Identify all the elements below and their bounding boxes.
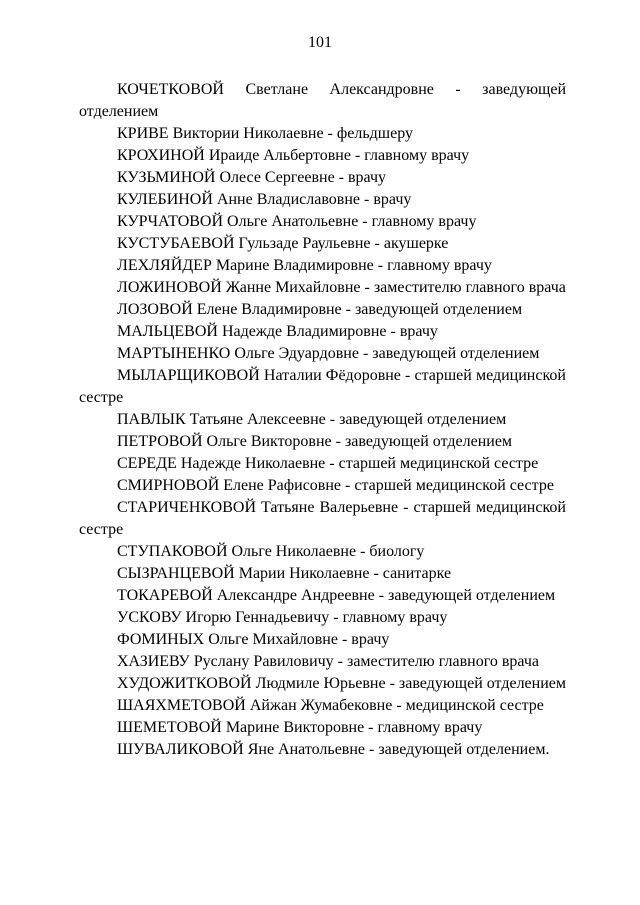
list-entry [79, 145, 566, 167]
list-entry [79, 695, 566, 717]
entry-details: Надежде Владимировне - врачу [217, 323, 438, 340]
list-entry [79, 651, 566, 673]
entry-surname: ФОМИНЫХ [117, 631, 205, 648]
entry-details: Ольге Викторовне - заведующей отделением [202, 433, 513, 450]
entry-surname: ХУДОЖИТКОВОЙ [117, 675, 252, 692]
entry-details: Гульзаде Раульевне - акушерке [234, 235, 449, 252]
entry-surname: ШАЯХМЕТОВОЙ [117, 697, 246, 714]
entry-details: Ираиде Альбертовне - главному врачу [204, 147, 470, 164]
entry-details: Руслану Равиловичу - заместителю главного врача [189, 653, 540, 670]
entry-surname: КУЗЬМИНОЙ [117, 169, 216, 186]
entry-details: Яне Анатольевне - заведующей отделением. [243, 741, 550, 758]
entry-surname: ТОКАРЕВОЙ [117, 587, 213, 604]
list-entry [79, 343, 566, 365]
entry-surname: ШУВАЛИКОВОЙ [117, 741, 244, 758]
page-number: 101 [308, 34, 332, 51]
entry-surname: ЛОЗОВОЙ [117, 301, 193, 318]
list-entry [79, 563, 566, 585]
entry-surname: СТУПАКОВОЙ [117, 543, 228, 560]
entry-details: Татьяне Алексеевне - заведующей отделением [185, 411, 507, 428]
list-entry [79, 189, 566, 211]
entry-details: Ольге Анатольевне - главному врачу [223, 213, 477, 230]
list-entry [79, 673, 566, 695]
entry-details: Жанне Михайловне - заместителю главного врача [221, 279, 566, 296]
entry-details: Наталии Фёдоровне - старшей медицинской сестре [79, 367, 566, 406]
list-entry [79, 453, 566, 475]
list-entry [79, 717, 566, 739]
entry-surname: МАЛЬЦЕВОЙ [117, 323, 218, 340]
entry-surname: ПЕТРОВОЙ [117, 433, 203, 450]
list-entry [79, 497, 566, 541]
entry-details: Олесе Сергеевне - врачу [215, 169, 387, 186]
entry-details: Надежде Николаевне - старшей медицинской сестре [176, 455, 539, 472]
entry-details: Ольге Николаевне - биологу [227, 543, 425, 560]
entry-surname: СЕРЕДЕ [117, 455, 177, 472]
entry-surname: КРОХИНОЙ [117, 147, 205, 164]
entry-surname: ЛЕХЛЯЙДЕР [117, 257, 212, 274]
list-entry [79, 541, 566, 563]
list-entry [79, 299, 566, 321]
list-entry [79, 211, 566, 233]
entry-surname: ХАЗИЕВУ [117, 653, 190, 670]
entry-details: Елене Владимировне - заведующей отделением [192, 301, 523, 318]
list-entry [79, 255, 566, 277]
entry-details: Елене Рафисовне - старшей медицинской сестре [219, 477, 554, 494]
entry-details: Александре Андреевне - заведующей отделением [212, 587, 556, 604]
list-entry [79, 167, 566, 189]
entry-surname: КУСТУБАЕВОЙ [117, 235, 235, 252]
list-entry [79, 409, 566, 431]
list-entry [79, 277, 566, 299]
entry-surname: МЫЛАРЩИКОВОЙ [117, 367, 260, 384]
entry-surname: КРИВЕ [117, 125, 169, 142]
list-entry [79, 123, 566, 145]
entry-details: Татьяне Валерьевне - старшей медицинской сестре [79, 499, 566, 538]
entry-surname: МАРТЫНЕНКО [117, 345, 231, 362]
list-entry [79, 475, 566, 497]
entry-surname: КОЧЕТКОВОЙ [117, 81, 224, 98]
entry-details: Айжан Жумабековне - медицинской сестре [245, 697, 544, 714]
list-entry [79, 365, 566, 409]
entry-surname: УСКОВУ [117, 609, 182, 626]
list-entry [79, 431, 566, 453]
entry-details: Ольге Михайловне - врачу [204, 631, 390, 648]
entry-details: Марии Николаевне - санитарке [234, 565, 452, 582]
list-entry [79, 629, 566, 651]
entry-details: Марине Викторовне - главному врачу [221, 719, 483, 736]
list-entry [79, 233, 566, 255]
entry-surname: ШЕМЕТОВОЙ [117, 719, 222, 736]
award-list [79, 79, 566, 761]
entry-surname: СЫЗРАНЦЕВОЙ [117, 565, 235, 582]
entry-details: Марине Владимировне - главному врачу [211, 257, 492, 274]
list-entry [79, 321, 566, 343]
entry-surname: КУЛЕБИНОЙ [117, 191, 213, 208]
entry-details: Светлане Александровне - заведующей отделением [79, 81, 566, 120]
list-entry [79, 79, 566, 123]
entry-surname: ПАВЛЫК [117, 411, 186, 428]
entry-details: Игорю Геннадьевичу - главному врачу [181, 609, 448, 626]
entry-details: Виктории Николаевне - фельдшеру [168, 125, 413, 142]
list-entry [79, 585, 566, 607]
entry-surname: КУРЧАТОВОЙ [117, 213, 224, 230]
entry-surname: СТАРИЧЕНКОВОЙ [117, 499, 256, 516]
list-entry [79, 739, 566, 761]
entry-details: Анне Владиславовне - врачу [212, 191, 412, 208]
list-entry [79, 607, 566, 629]
entry-surname: СМИРНОВОЙ [117, 477, 220, 494]
entry-surname: ЛОЖИНОВОЙ [117, 279, 222, 296]
entry-details: Ольге Эдуардовне - заведующей отделением [230, 345, 540, 362]
entry-details: Людмиле Юрьевне - заведующей отделением [251, 675, 567, 692]
